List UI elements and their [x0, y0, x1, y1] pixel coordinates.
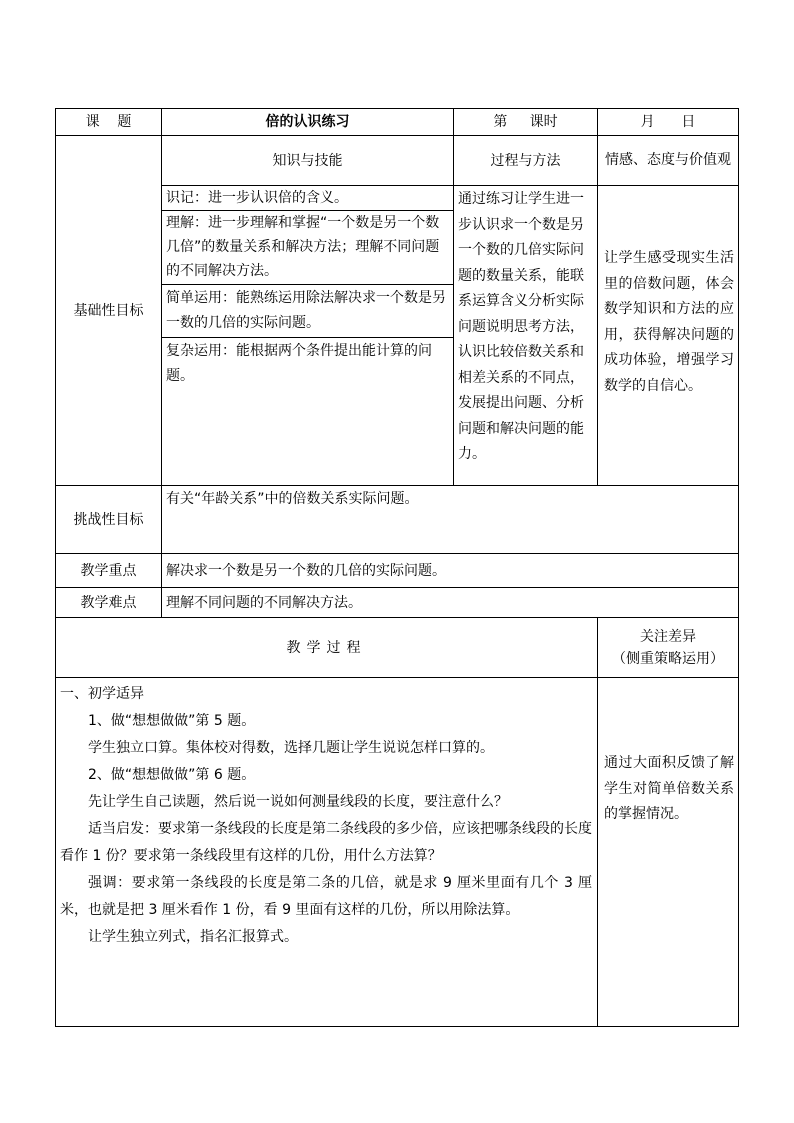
differentiation-subtitle: （侧重策略运用）	[612, 650, 724, 667]
step-detail: 先让学生自己读题，然后说一说如何测量线段的长度，要注意什么？	[88, 794, 508, 810]
process-method-text: 通过练习让学生进一步认识求一个数是另一个数的几倍实际问题的数量关系，能联系运算含义分析实际问题说明思考方法，认识比较倍数关系和相差关系的不同点，发展提出问题、分析问题和解决问题的能力。	[458, 191, 584, 462]
col-divider	[161, 485, 162, 617]
differentiation-title: 关注差异	[640, 628, 696, 645]
col-divider	[597, 135, 598, 485]
col-divider	[453, 135, 454, 485]
label-lesson-period: 第 课时	[493, 114, 558, 130]
label-basic-goals: 基础性目标	[73, 302, 144, 319]
label-challenge-goals: 挑战性目标	[73, 511, 144, 528]
step-detail: 让学生独立列式，指名汇报算式。	[88, 929, 298, 945]
col-head-process: 过程与方法	[490, 152, 561, 169]
teaching-process-body	[60, 681, 592, 1021]
differentiation-heading	[598, 618, 738, 677]
emotion-text: 让学生感受现实生活里的倍数问题，体会数学知识和方法的应用，获得解决问题的成功体验，增强学习数学的自信心。	[604, 250, 734, 394]
difficult-point-text: 理解不同问题的不同解决方法。	[166, 594, 362, 611]
challenge-text: 有关“年龄关系”中的倍数关系实际问题。	[166, 491, 419, 507]
label-key-point: 教学重点	[80, 562, 137, 579]
step-detail: 强调：要求第一条线段的长度是第二条的几倍，就是求 9 厘米里面有几个 3 厘米，也就是把 3 厘米看作 1 份，看 9 里面有这样的几份，所以用除法算。	[60, 875, 592, 918]
step-item: 1、做“想想做做”第 5 题。	[88, 713, 256, 729]
table-border-right	[738, 108, 739, 1026]
teaching-process-heading: 教学过程	[286, 639, 367, 656]
knowledge-complex-use: 复杂运用：能根据两个条件提出能计算的问题。	[166, 343, 432, 384]
table-border-bottom	[55, 1026, 739, 1027]
knowledge-memorize: 识记：进一步认识倍的含义。	[166, 190, 348, 206]
label-topic: 课 题	[85, 114, 132, 130]
label-difficult-point: 教学难点	[80, 594, 137, 611]
section-title: 一、初学适异	[60, 686, 144, 702]
col-head-emotion: 情感、态度与价值观	[605, 152, 731, 168]
row-divider	[55, 677, 739, 678]
label-date: 月 日	[640, 114, 696, 130]
lesson-title: 倍的认识练习	[265, 114, 350, 130]
knowledge-simple-use: 简单运用：能熟练运用除法解决求一个数是另一数的几倍的实际问题。	[166, 290, 446, 331]
step-detail: 适当启发：要求第一条线段的长度是第二条线段的多少倍，应该把哪条线段的长度看作 1 份？要求第一条线段里有这样的几份，用什么方法算？	[60, 821, 592, 864]
differentiation-note: 通过大面积反馈了解学生对简单倍数关系的掌握情况。	[604, 755, 734, 822]
col-head-knowledge: 知识与技能	[272, 152, 343, 169]
step-detail: 学生独立口算。集体校对得数，选择几题让学生说说怎样口算的。	[88, 740, 494, 756]
key-point-text: 解决求一个数是另一个数的几倍的实际问题。	[166, 562, 446, 579]
col-divider	[597, 617, 598, 1026]
col-divider	[161, 135, 162, 485]
knowledge-understand: 理解：进一步理解和掌握“一个数是另一个数几倍”的数量关系和解决方法；理解不同问题的不同解决方法。	[166, 215, 440, 279]
step-item: 2、做“想想做做”第 6 题。	[88, 767, 256, 783]
